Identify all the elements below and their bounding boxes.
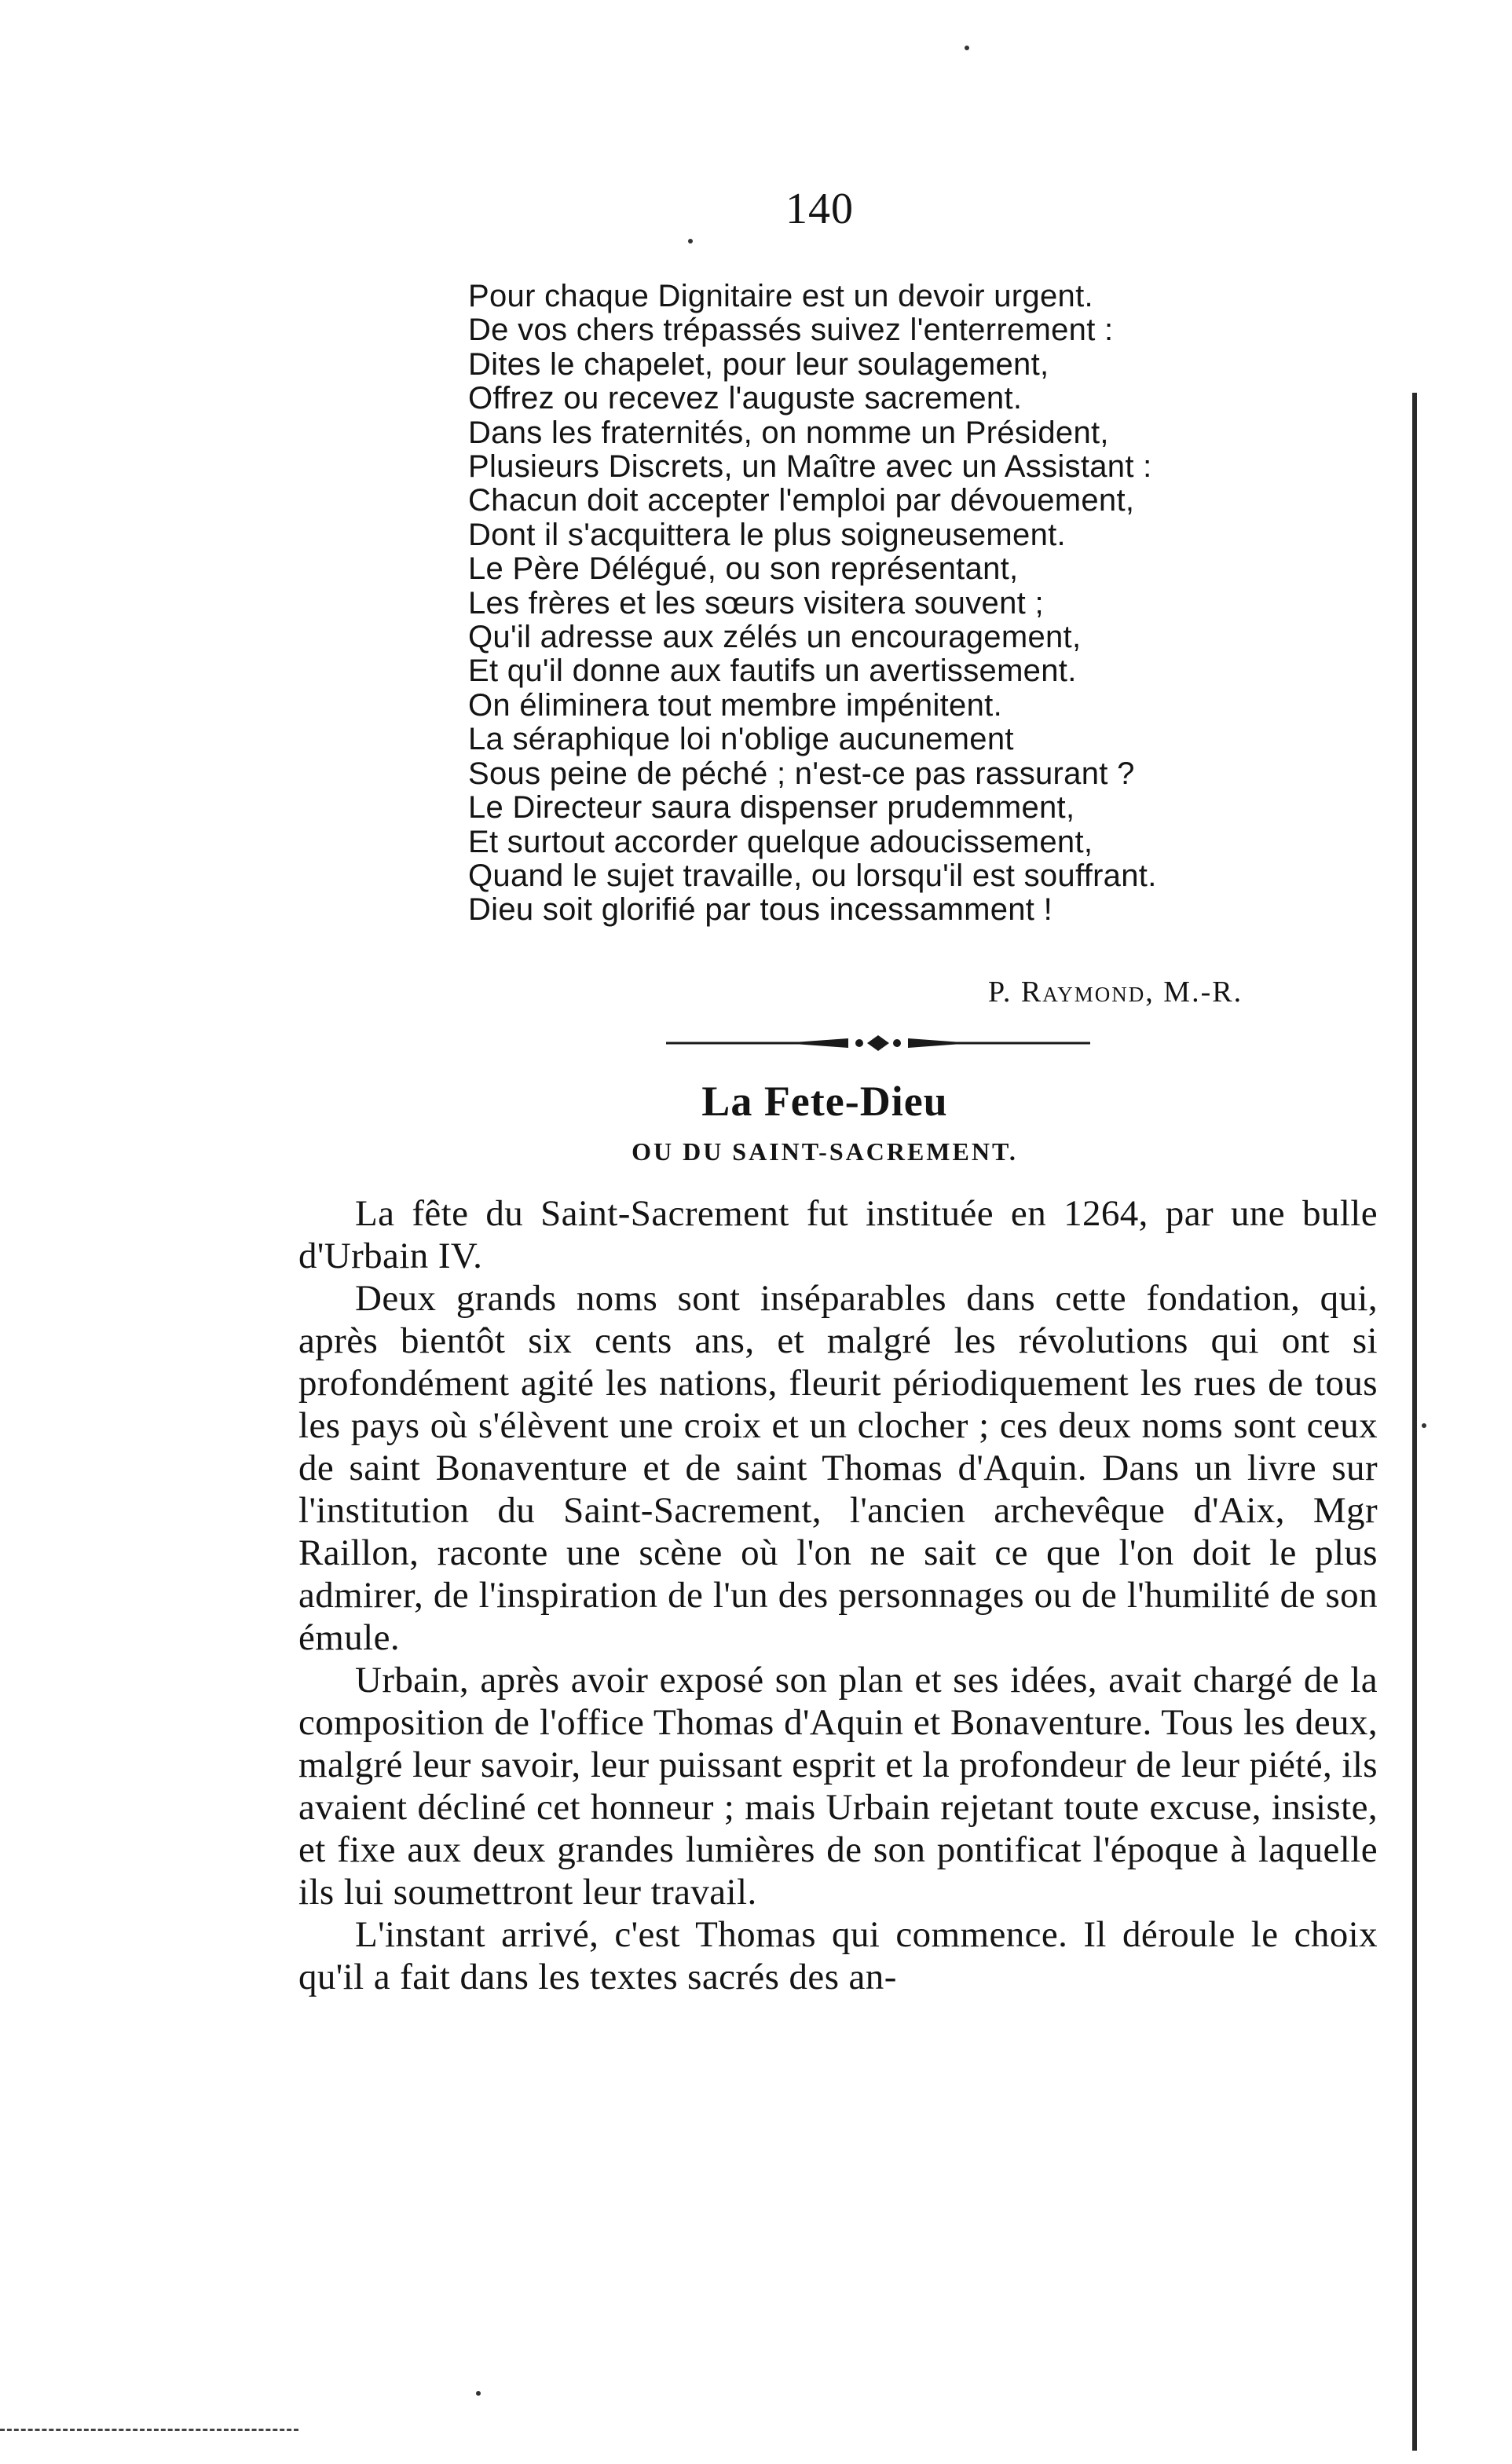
paragraph: Urbain, après avoir exposé son plan et ses idées, avait chargé de la composition de l'office Thomas d'Aquin et Bonaventure. Tous les deux, malgré leur savoir, leur puissant esprit et la profondeur de leur piété, ils avaient décliné cet honneur ; mais Urbain rejetant toute excuse, insiste, et fixe aux deux grandes lumières de son pontificat l'époque à laquelle ils lui soumettront leur travail. (298, 1660, 1378, 1913)
scan-speck (476, 2391, 481, 2396)
poem-line: Qu'il adresse aux zélés un encouragement, (468, 620, 1082, 655)
poem-line: Sous peine de péché ; n'est-ce pas rassurant ? (468, 756, 1135, 791)
poem-line: De vos chers trépassés suivez l'enterrement : (468, 313, 1114, 348)
poem (468, 280, 1411, 928)
poem-line: Et qu'il donne aux fautifs un avertissement. (468, 654, 1077, 689)
paragraph: La fête du Saint-Sacrement fut instituée en 1264, par une bulle d'Urbain IV. (298, 1193, 1378, 1276)
poem-line: Dans les fraternités, on nomme un Président, (468, 415, 1109, 450)
poem-line: Quand le sujet travaille, ou lorsqu'il est souffrant. (468, 858, 1157, 893)
poem-line: Le Directeur saura dispenser prudemment, (468, 790, 1075, 826)
poem-line: Chacun doit accepter l'emploi par dévouement, (468, 483, 1135, 518)
paragraph: Deux grands noms sont inséparables dans cette fondation, qui, après bientôt six cents ans, et malgré les révolutions qui ont si profondément agité les nations, fleurit périodiquement les rues de tous les pays où s'élèvent une croix et un clocher ; ces deux noms sont ceux de saint Bonaventure et de saint Thomas d'Aquin. Dans un livre sur l'institution du Saint-Sacrement, l'ancien archevêque d'Aix, Mgr Raillon, raconte une scène où l'on ne sait ce que l'on doit le plus admirer, de l'inspiration de l'un des personnages ou de l'humilité de son émule. (298, 1278, 1378, 1658)
poem-line: Offrez ou recevez l'auguste sacrement. (468, 381, 1023, 416)
poem-line: La séraphique loi n'oblige aucunement (468, 722, 1014, 757)
poem-line: On éliminera tout membre impénitent. (468, 687, 1002, 723)
poem-line: Dieu soit glorifié par tous incessamment ! (468, 892, 1053, 928)
poem-line: Dites le chapelet, pour leur soulagement, (468, 346, 1049, 382)
scan-speck (688, 239, 693, 243)
poem-line: Les frères et les sœurs visitera souvent ; (468, 585, 1044, 621)
prose-body (298, 1192, 1378, 1998)
poem-line: Dont il s'acquittera le plus soigneusement. (468, 517, 1066, 552)
poem-line: Et surtout accorder quelque adoucissement, (468, 824, 1093, 859)
poem-line: Pour chaque Dignitaire est un devoir urgent. (468, 279, 1093, 313)
scan-speck (1422, 1423, 1426, 1428)
scan-speck (965, 46, 969, 50)
poem-line: Plusieurs Discrets, un Maître avec un Assistant : (468, 449, 1152, 485)
signature: P. Raymond, M.-R. (988, 976, 1243, 1009)
ornament-divider-icon (666, 1034, 1090, 1053)
page-edge-rule (1412, 393, 1417, 2451)
paragraph: L'instant arrivé, c'est Thomas qui commence. Il déroule le choix qu'il a fait dans les textes sacrés des an- (298, 1914, 1378, 1997)
section-title: La Fete-Dieu (701, 1078, 948, 1125)
scan-artifact-dashes (0, 2429, 298, 2434)
section-subtitle: OU DU SAINT-SACREMENT. (632, 1137, 1018, 1166)
poem-line: Le Père Délégué, ou son représentant, (468, 551, 1019, 587)
page-number: 140 (785, 185, 854, 233)
